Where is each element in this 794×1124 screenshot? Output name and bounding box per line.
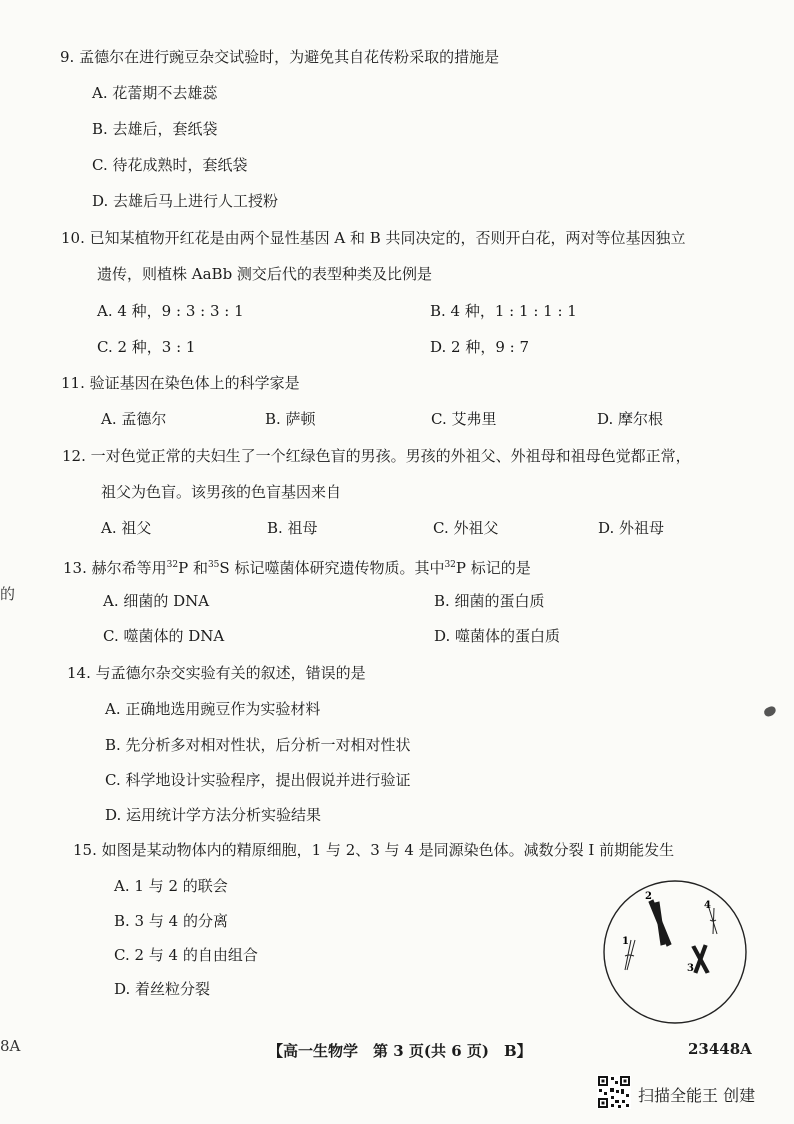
q12-stem-line1: 12. 一对色觉正常的夫妇生了一个红绿色盲的男孩。男孩的外祖父、外祖母和祖母色觉都正常， [62, 447, 691, 465]
qr-code-icon [597, 1075, 631, 1109]
q10-stem-line1: 10. 已知某植物开红花是由两个显性基因 A 和 B 共同决定的，否则开白花，两对等位基因独立 [61, 229, 686, 247]
exam-code: 23448A [688, 1040, 752, 1058]
q11-stem: 11. 验证基因在染色体上的科学家是 [61, 374, 300, 392]
q15-option-a: A. 1 与 2 的联会 [114, 877, 228, 895]
q12-option-c: C. 外祖父 [433, 519, 499, 537]
q11-option-b: B. 萨顿 [265, 410, 316, 428]
q15-option-d: D. 着丝粒分裂 [114, 980, 211, 998]
q12-option-d: D. 外祖母 [598, 519, 665, 537]
q10-option-a: A. 4 种，9 : 3 : 3 : 1 [97, 302, 244, 320]
q12-option-a: A. 祖父 [101, 519, 152, 537]
q10-option-d: D. 2 种，9 : 7 [430, 338, 530, 356]
q9-option-d: D. 去雄后马上进行人工授粉 [92, 192, 279, 210]
q11-option-d: D. 摩尔根 [597, 410, 664, 428]
q13-stem: 13. 赫尔希等用$^{32}$P 和$^{35}$S 标记噬菌体研究遗传物质。其中$^{32}$P 标记的是 [63, 559, 531, 577]
q10-option-c: C. 2 种，3 : 1 [97, 338, 196, 356]
margin-edge-text: 的 [0, 585, 16, 603]
page-footer: 【高一生物学 第 3 页(共 6 页) B】 [268, 1042, 532, 1060]
q11-option-c: C. 艾弗里 [431, 410, 497, 428]
q13-option-d: D. 噬菌体的蛋白质 [434, 627, 561, 645]
ink-smudge [763, 705, 777, 718]
q10-stem-line2: 遗传，则植株 AaBb 测交后代的表型种类及比例是 [97, 265, 432, 283]
q9-option-b: B. 去雄后，套纸袋 [92, 120, 218, 138]
q11-option-a: A. 孟德尔 [101, 410, 167, 428]
chromosome-2 [649, 900, 671, 946]
q12-option-b: B. 祖母 [267, 519, 318, 537]
q15-option-b: B. 3 与 4 的分离 [114, 912, 228, 930]
q15-stem: 15. 如图是某动物体内的精原细胞，1 与 2、3 与 4 是同源染色体。减数分裂 Ⅰ 前期能发生 [73, 841, 675, 859]
footer-left-edge: 8A [0, 1037, 21, 1055]
cell-membrane [604, 881, 746, 1023]
q12-stem-line2: 祖父为色盲。该男孩的色盲基因来自 [101, 483, 342, 501]
scanner-watermark: 扫描全能王 创建 [638, 1086, 756, 1105]
label-3: 3 [687, 963, 694, 974]
q9-stem: 9. 孟德尔在进行豌豆杂交试验时，为避免其自花传粉采取的措施是 [60, 48, 500, 66]
q14-option-b: B. 先分析多对相对性状，后分析一对相对性状 [105, 736, 411, 754]
q14-stem: 14. 与孟德尔杂交实验有关的叙述，错误的是 [67, 664, 366, 682]
q14-option-d: D. 运用统计学方法分析实验结果 [105, 806, 322, 824]
q13-option-a: A. 细菌的 DNA [103, 592, 210, 610]
label-1: 1 [622, 936, 629, 947]
q10-option-b: B. 4 种，1 : 1 : 1 : 1 [430, 302, 577, 320]
q9-option-c: C. 待花成熟时，套纸袋 [92, 156, 248, 174]
chromosome-3 [692, 945, 709, 973]
q13-option-c: C. 噬菌体的 DNA [103, 627, 225, 645]
label-2: 2 [645, 891, 652, 902]
label-4: 4 [704, 900, 711, 911]
cell-diagram [601, 878, 749, 1026]
q13-option-b: B. 细菌的蛋白质 [434, 592, 545, 610]
q14-option-c: C. 科学地设计实验程序，提出假说并进行验证 [105, 771, 411, 789]
chromosome-4 [709, 908, 717, 934]
q15-option-c: C. 2 与 4 的自由组合 [114, 946, 258, 964]
q9-option-a: A. 花蕾期不去雄蕊 [92, 84, 218, 102]
q14-option-a: A. 正确地选用豌豆作为实验材料 [105, 700, 321, 718]
